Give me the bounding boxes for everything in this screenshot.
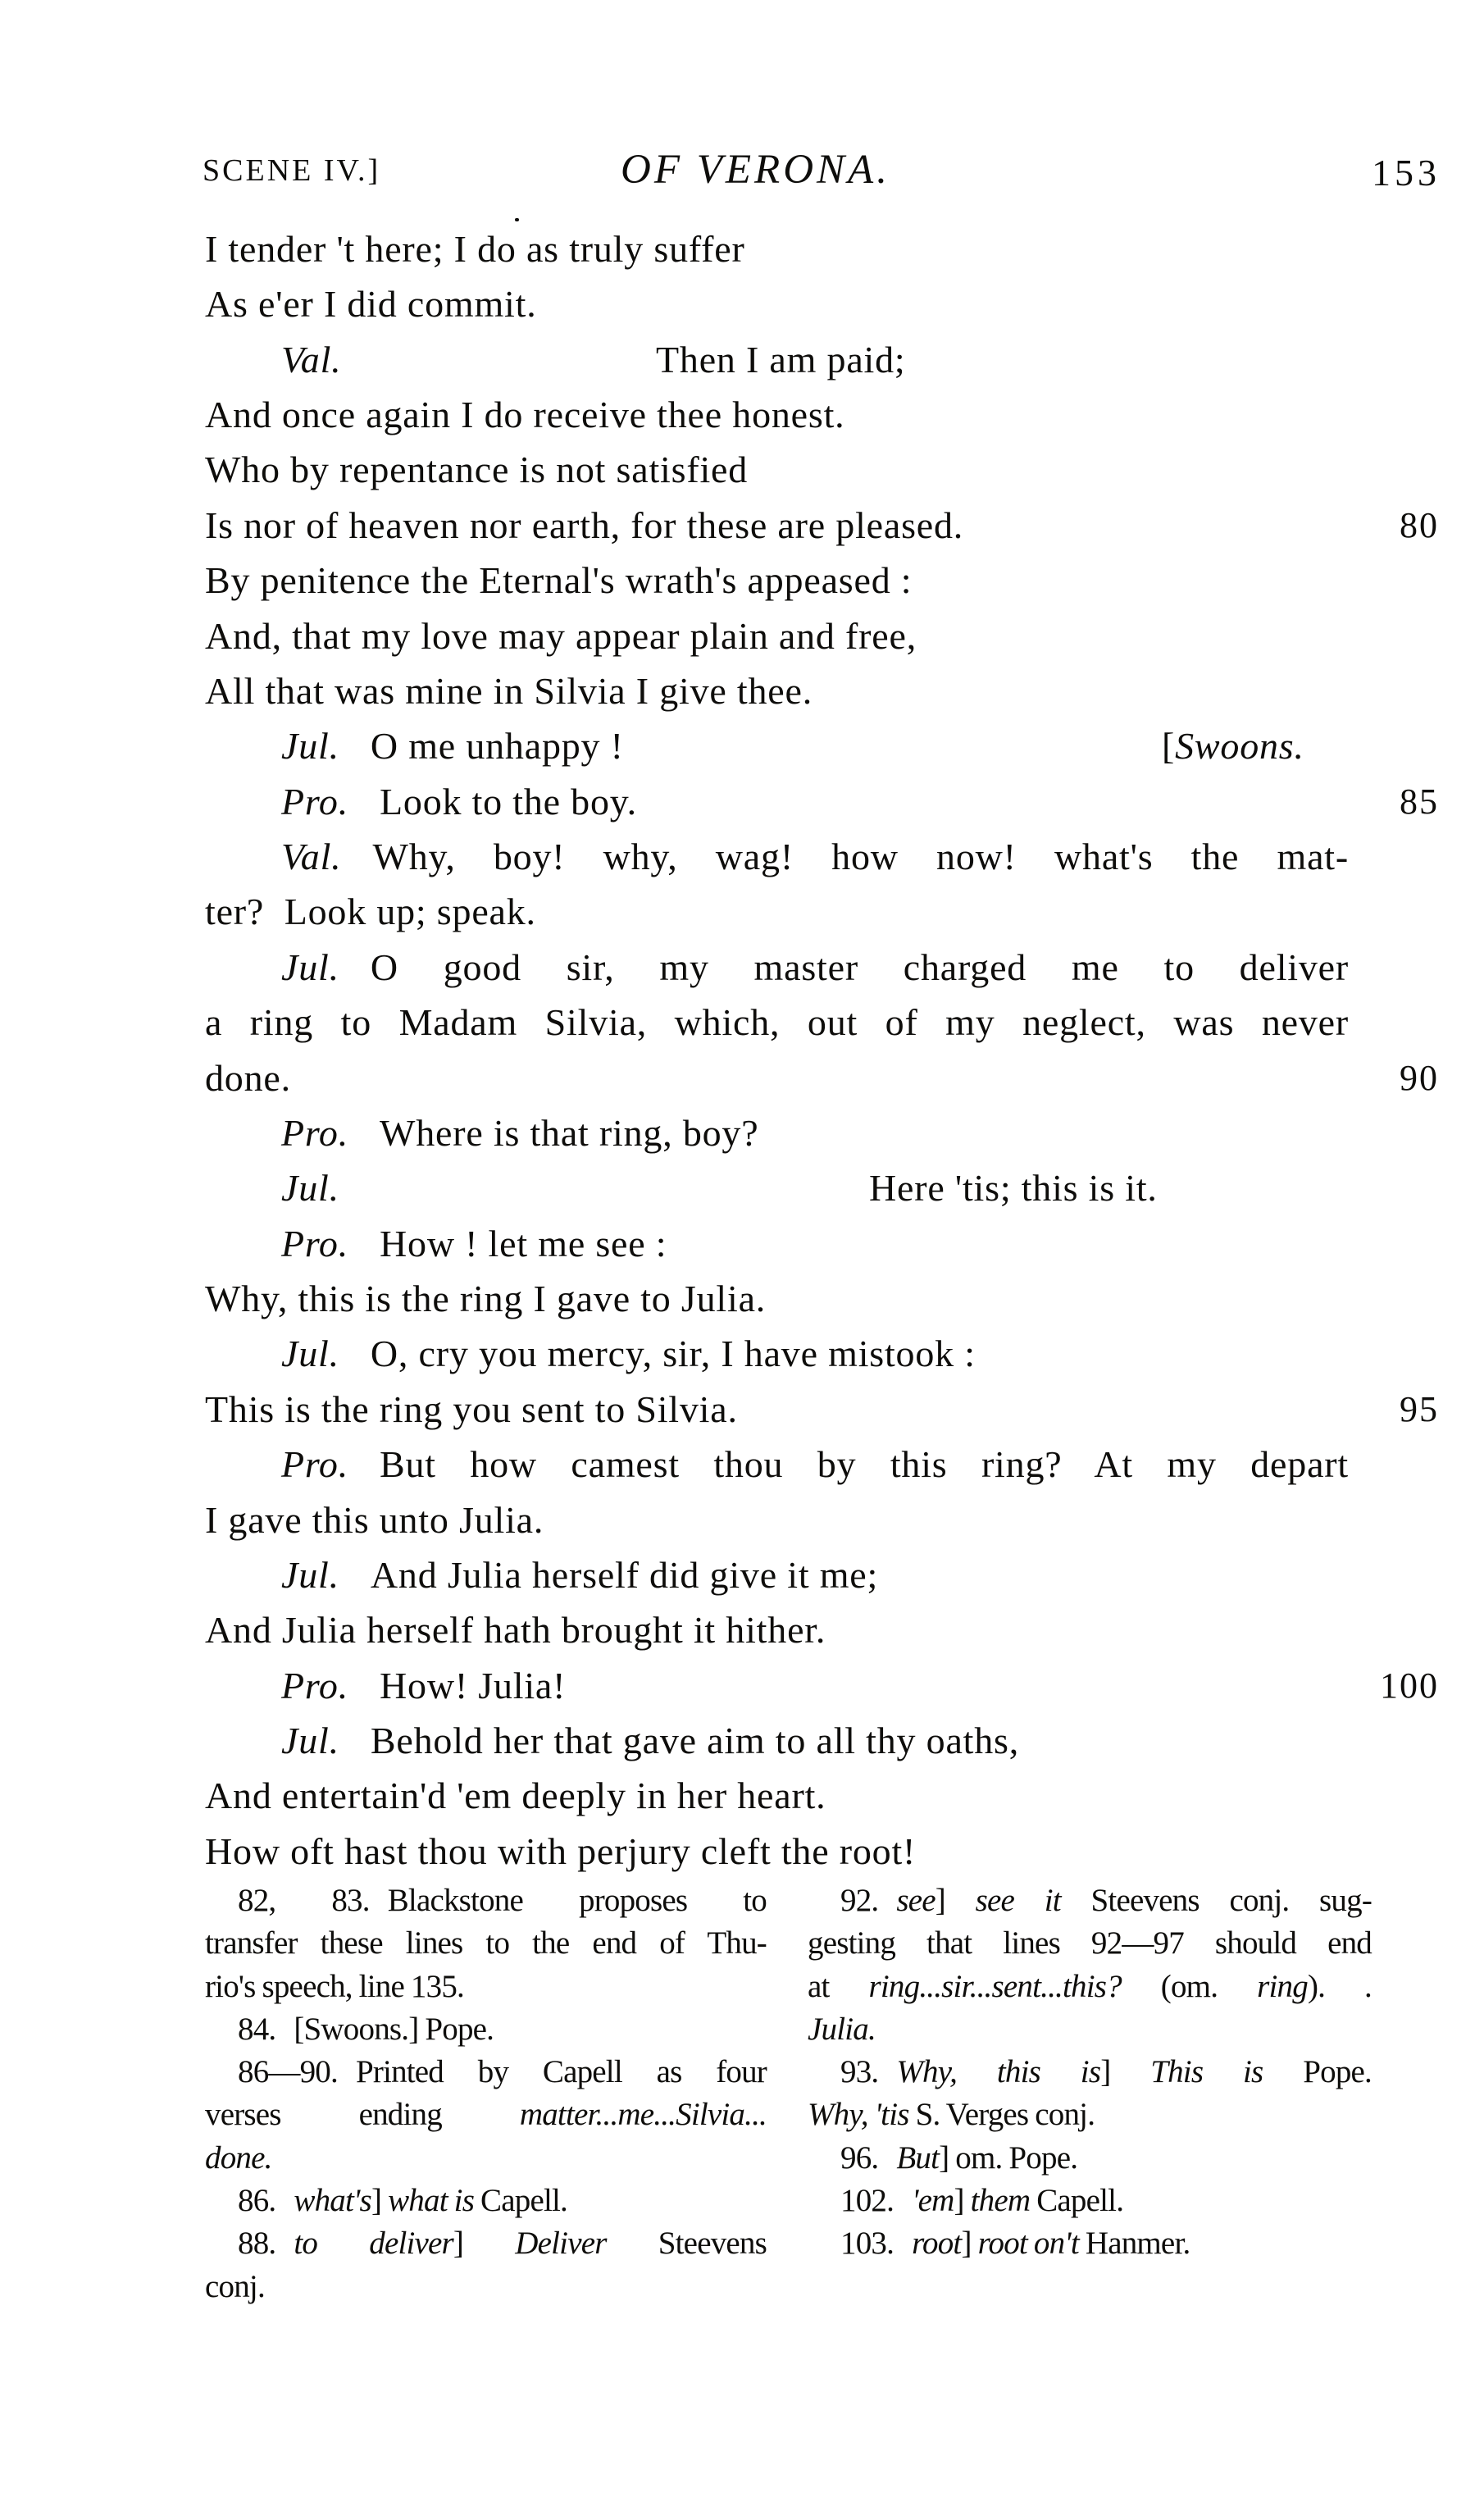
footnote-line [808, 2137, 1372, 2180]
footnote-line [808, 1922, 1372, 1965]
verse-line [205, 884, 536, 939]
verse-line [205, 1382, 1439, 1437]
verse-line [281, 1658, 1439, 1713]
footnote-line [205, 2051, 767, 2094]
footnote-line [808, 2051, 1372, 2094]
footnote-line [205, 1922, 767, 1965]
footnote-segment: Pope. [1263, 2054, 1372, 2090]
verse-text: All that was mine in Silvia I give thee. [205, 669, 813, 712]
footnote-segment: ). . [1307, 1968, 1372, 2004]
footnote-segment: Julia. [808, 2011, 876, 2047]
verse-line [281, 1326, 976, 1381]
footnote-segment: 82, 83. [238, 1883, 370, 1918]
verse-text: Is nor of heaven nor earth, for these are pleased. [205, 503, 964, 546]
running-title: OF VERONA. [621, 147, 890, 193]
verse-line [281, 1547, 878, 1602]
verse-text: O good sir, my master charged me to deliver [370, 945, 1349, 988]
line-number: 100 [1380, 1665, 1439, 1706]
footnote-line [205, 2180, 767, 2222]
verse-text: Why, this is the ring I gave to Julia. [205, 1278, 767, 1320]
verse-text: O, cry you mercy, sir, I have mistook : [370, 1333, 976, 1375]
footnote-segment: 88. [238, 2226, 276, 2262]
footnote-segment: transfer these lines to the end of Thu- [205, 1925, 767, 1962]
footnote-segment: at [808, 1968, 869, 2004]
verse-text: Look to the boy. [380, 780, 637, 822]
verse-line [205, 608, 917, 663]
speech-prefix: Val. [281, 836, 342, 878]
verse-line [205, 1437, 1349, 1492]
verse-text: And entertain'd 'em deeply in her heart. [205, 1775, 826, 1817]
footnote-segment: root on't [977, 2226, 1079, 2262]
speech-prefix: Jul. [281, 1167, 339, 1210]
speech-prefix: Pro. [281, 1222, 348, 1264]
verse-text: As e'er I did commit. [205, 283, 537, 326]
footnote-segment: ] [961, 2226, 978, 2262]
verse-line [205, 553, 912, 608]
footnote-line [808, 2180, 1372, 2222]
line-number: 80 [1400, 504, 1439, 545]
footnote-line [205, 1880, 767, 1922]
verse-text: How oft hast thou with perjury cleft the root! [205, 1829, 917, 1872]
footnote-segment: 103. [840, 2226, 894, 2262]
footnote-segment: 96. [840, 2139, 879, 2176]
footnote-segment: matter...me...Silvia... [519, 2097, 767, 2133]
verse-line [205, 442, 748, 497]
footnote-segment: Hanmer. [1078, 2226, 1190, 2262]
footnote-segment: S. Verges conj. [908, 2097, 1095, 2133]
verse-text: O me unhappy ! [370, 725, 624, 768]
speech-prefix: Jul. [281, 945, 339, 988]
speech-prefix: Pro. [281, 780, 348, 822]
verse-text: How ! let me see : [380, 1222, 667, 1264]
verse-text: done. [205, 1056, 291, 1099]
line-number: 90 [1400, 1057, 1439, 1098]
footnote-line [808, 1880, 1372, 1922]
verse-line [281, 1713, 1019, 1768]
verse-line [205, 995, 1349, 1050]
speech-prefix: Jul. [281, 1719, 339, 1761]
footnote-segment: to deliver [294, 2226, 453, 2262]
verse-text: And once again I do receive thee honest. [205, 394, 845, 436]
footnote-segment: 86. [238, 2183, 276, 2219]
verse-text: Behold her that gave aim to all thy oaths, [370, 1719, 1020, 1761]
footnote-segment: see it [975, 1883, 1061, 1918]
footnotes-left-column [205, 1880, 767, 2308]
footnote-line [205, 1966, 767, 2008]
verse-line [205, 276, 537, 331]
footnote-segment: done. [205, 2139, 272, 2176]
verse-line [205, 387, 844, 442]
verse-line [205, 1271, 766, 1326]
footnote-segment: Blackstone proposes to [387, 1883, 767, 1918]
footnote-segment: [Swoons.] Pope. [294, 2011, 494, 2047]
footnote-line [808, 2008, 1372, 2051]
footnote-segment: 93. [840, 2054, 879, 2090]
footnote-segment: Printed by Capell as four [355, 2054, 767, 2090]
verse-text: By penitence the Eternal's wrath's appeased : [205, 559, 913, 602]
verse-line [281, 1105, 758, 1160]
verse-text: Then I am paid; [656, 338, 906, 380]
footnote-segment: Why, this is [896, 2054, 1101, 2090]
footnote-segment: This is [1150, 2054, 1263, 2090]
footnote-line [808, 2222, 1372, 2265]
verse-text: How! Julia! [380, 1664, 567, 1706]
footnote-segment: see [896, 1883, 935, 1918]
verse-line [205, 940, 1349, 995]
footnote-segment: ] [1100, 2054, 1151, 2090]
footnote-line [808, 2094, 1372, 2136]
footnote-segment: ] om. Pope. [939, 2139, 1078, 2176]
footnote-segment: 102. [840, 2183, 894, 2219]
verse-line [205, 1492, 544, 1547]
footnote-segment: But [896, 2139, 940, 2176]
footnote-segment: 86—90. [238, 2054, 338, 2090]
verse-text: Here 'tis; this is it. [869, 1167, 1158, 1210]
footnote-line [808, 1966, 1372, 2008]
verse-line [281, 718, 1304, 773]
verse-text: I gave this unto Julia. [205, 1498, 544, 1541]
footnotes-right-column [808, 1880, 1372, 2266]
verse-text: But how camest thou by this ring? At my depart [380, 1443, 1349, 1486]
verse-line [205, 1824, 916, 1879]
speech-prefix: Jul. [281, 725, 339, 768]
verse-line [205, 663, 813, 718]
footnote-segment: ring...sir...sent...this? [868, 1968, 1122, 2004]
footnote-line [205, 2008, 767, 2051]
footnote-segment: ] [453, 2226, 516, 2262]
footnote-segment: ] [954, 2183, 971, 2219]
speech-prefix: Jul. [281, 1333, 339, 1375]
verse-text: a ring to Madam Silvia, which, out of my neglect, was never [205, 1001, 1349, 1044]
verse-line [281, 1160, 1158, 1215]
verse-line [205, 1050, 1439, 1105]
verse-text: And, that my love may appear plain and free, [205, 614, 917, 657]
line-number: 85 [1400, 781, 1439, 822]
verse-line [281, 774, 1439, 829]
footnote-segment: (om. [1121, 1968, 1258, 2004]
verse-text: This is the ring you sent to Silvia. [205, 1387, 738, 1430]
footnote-segment: gesting that lines 92—97 should end [808, 1925, 1372, 1962]
verse-line [205, 1602, 826, 1657]
footnote-segment: Capell. [474, 2183, 567, 2219]
footnote-line [205, 2222, 767, 2265]
footnote-line [205, 2266, 767, 2308]
verse-text: Who by repentance is not satisfied [205, 449, 749, 491]
scene-label: SCENE IV.] [203, 153, 381, 188]
footnote-segment: conj. [205, 2268, 265, 2304]
footnote-segment: Why, 'tis [808, 2097, 909, 2133]
verse-text: I tender 't here; I do as truly suffer [205, 228, 745, 270]
footnote-segment: root [912, 2226, 962, 2262]
footnote-segment: them [970, 2183, 1031, 2219]
speech-prefix: Val. [281, 338, 342, 380]
verse-line [281, 332, 906, 387]
footnote-segment: 84. [238, 2011, 276, 2047]
verse-text: Why, boy! why, wag! how now! what's the mat- [372, 836, 1349, 878]
verse-line [205, 829, 1349, 884]
footnote-segment: rio's speech, line 135. [205, 1968, 464, 2004]
footnote-segment: Capell. [1030, 2183, 1124, 2219]
footnote-line [205, 2137, 767, 2180]
footnote-segment: what's [294, 2183, 371, 2219]
footnote-segment: Steevens conj. sug- [1060, 1883, 1372, 1918]
verse-text: ter? Look up; speak. [205, 891, 536, 933]
footnote-line [205, 2094, 767, 2136]
page-number: 153 [1372, 152, 1441, 194]
verse-text: Where is that ring, boy? [380, 1111, 759, 1154]
speech-prefix: Pro. [281, 1664, 348, 1706]
footnote-segment: Steevens [606, 2226, 767, 2262]
verse-line [205, 498, 1439, 553]
line-number: 95 [1400, 1388, 1439, 1429]
speech-prefix: Pro. [281, 1111, 348, 1154]
verse-line [205, 221, 745, 276]
footnote-segment: ] [935, 1883, 976, 1918]
footnote-segment: verses ending [205, 2097, 520, 2133]
speech-prefix: Jul. [281, 1553, 339, 1596]
verse-text: And Julia herself hath brought it hither. [205, 1609, 826, 1652]
footnote-segment: what is [388, 2183, 475, 2219]
speech-prefix: Pro. [281, 1443, 348, 1486]
footnote-segment: 'em [912, 2183, 954, 2219]
footnote-segment: ] [371, 2183, 389, 2219]
verse-line [281, 1216, 667, 1271]
stage-direction: [Swoons. [1162, 725, 1304, 768]
footnote-segment: Deliver [515, 2226, 607, 2262]
verse-text: And Julia herself did give it me; [370, 1553, 879, 1596]
verse-line [205, 1768, 826, 1823]
footnote-segment: 92. [840, 1883, 879, 1918]
footnote-segment: ring [1257, 1968, 1308, 2004]
